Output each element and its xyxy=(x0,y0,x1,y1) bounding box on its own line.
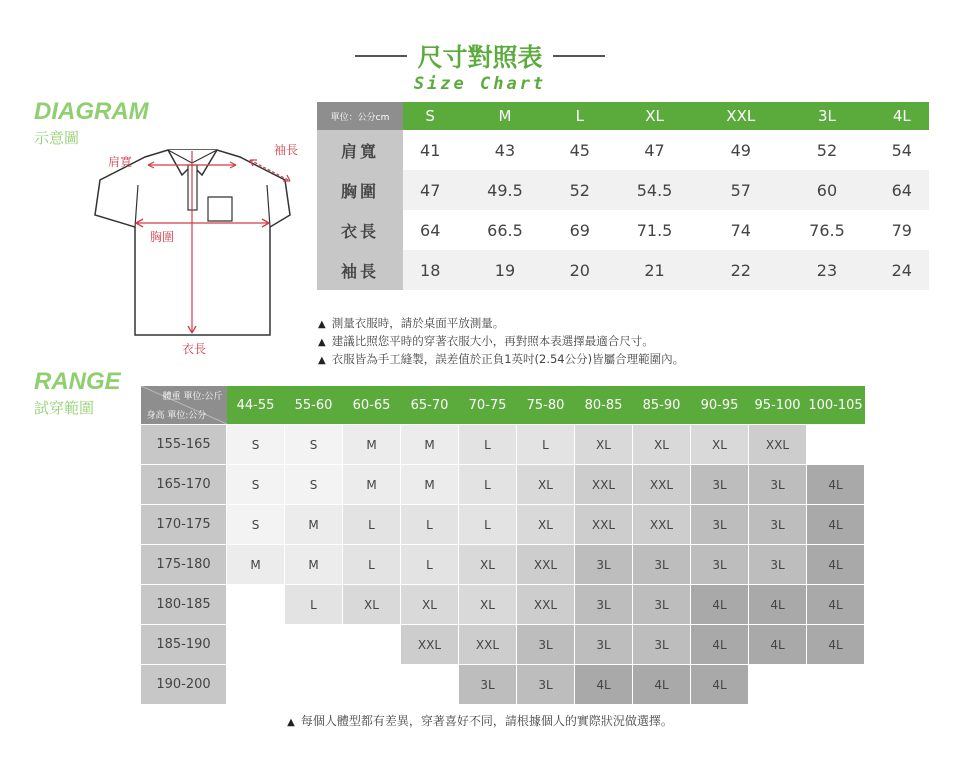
table-cell: XXL xyxy=(633,505,691,545)
table-cell: M xyxy=(343,425,401,465)
length-label: 衣長 xyxy=(182,342,207,356)
table-cell: 71.5 xyxy=(636,220,673,240)
triangle-up-icon: ▲ xyxy=(318,337,326,348)
table-cell: 69 xyxy=(569,220,590,240)
table-cell: 3L xyxy=(517,625,575,665)
table-cell xyxy=(343,625,401,665)
row-label: 肩寬 xyxy=(317,130,403,170)
table-cell: 24 xyxy=(875,250,929,290)
table-cell xyxy=(807,425,865,465)
table-cell: 43 xyxy=(494,140,516,160)
table-cell: 49.5 xyxy=(457,170,552,210)
table-cell: S xyxy=(227,465,285,505)
height-label: 155-165 xyxy=(141,425,227,465)
table-cell: 41 xyxy=(420,140,441,160)
table-cell: 49 xyxy=(730,140,751,160)
table-cell: 3L xyxy=(575,625,633,665)
corner-weight-label: 體重 單位:公斤 xyxy=(162,392,223,402)
height-label: 180-185 xyxy=(141,585,227,625)
table-row xyxy=(141,545,865,585)
triangle-up-icon: ▲ xyxy=(318,355,326,366)
table-cell: M xyxy=(227,545,285,585)
height-label: 190-200 xyxy=(141,665,227,705)
table-cell: 3L xyxy=(749,465,807,505)
triangle-up-icon: ▲ xyxy=(318,319,326,330)
table-cell: XL xyxy=(691,425,749,465)
table-cell: L xyxy=(459,425,517,465)
page-header xyxy=(0,38,960,94)
table-cell: 45 xyxy=(569,140,590,160)
size-chart-header-row xyxy=(317,102,929,130)
size-row-length xyxy=(317,210,929,250)
title-rule-left xyxy=(355,55,407,57)
note-text: 測量衣服時，請於桌面平放測量。 xyxy=(331,316,505,330)
height-label: 175-180 xyxy=(141,545,227,585)
table-cell: 3L xyxy=(459,665,517,705)
table-cell: 4L xyxy=(691,625,749,665)
height-label: 170-175 xyxy=(141,505,227,545)
table-cell: 79 xyxy=(891,220,912,240)
row-label: 袖長 xyxy=(317,250,403,290)
note-item xyxy=(318,351,684,369)
table-cell xyxy=(227,665,285,705)
table-cell: XXL xyxy=(575,465,633,505)
note-text: 建議比照您平時的穿著衣服大小，再對照本表選擇最適合尺寸。 xyxy=(331,334,654,348)
table-cell: 3L xyxy=(633,545,691,585)
table-cell: 3L xyxy=(691,545,749,585)
table-row xyxy=(141,425,865,465)
size-row-shoulder xyxy=(317,130,929,170)
table-cell: 4L xyxy=(749,625,807,665)
table-cell: 20 xyxy=(553,250,607,290)
table-cell: L xyxy=(343,545,401,585)
table-cell: 3L xyxy=(691,505,749,545)
table-cell: XXL xyxy=(517,585,575,625)
table-cell: 3L xyxy=(633,625,691,665)
chest-label: 胸圍 xyxy=(150,230,175,244)
table-cell: XXL xyxy=(633,465,691,505)
size-col-4l: 4L xyxy=(875,102,929,130)
weight-col: 80-85 xyxy=(575,386,633,425)
note-text: 衣服皆為手工縫製，誤差值於正負1英吋(2.54公分)皆屬合理範圍內。 xyxy=(331,352,685,366)
diagram-subheading: 示意圖 xyxy=(34,129,80,147)
table-cell xyxy=(343,665,401,705)
table-cell: L xyxy=(459,465,517,505)
weight-col: 60-65 xyxy=(343,386,401,425)
range-heading: RANGE xyxy=(34,368,121,395)
table-cell: XL xyxy=(633,425,691,465)
weight-col: 55-60 xyxy=(285,386,343,425)
size-col-m: M xyxy=(457,102,552,130)
table-cell: L xyxy=(401,505,459,545)
table-cell: XL xyxy=(459,545,517,585)
table-cell: 74 xyxy=(730,220,751,240)
table-cell: 4L xyxy=(691,585,749,625)
shoulder-label: 肩寬 xyxy=(108,155,133,169)
row-label: 胸圍 xyxy=(317,170,403,210)
table-cell: L xyxy=(285,585,343,625)
title-rule-right xyxy=(553,55,605,57)
table-cell: 4L xyxy=(633,665,691,705)
table-cell: 4L xyxy=(575,665,633,705)
table-cell: 3L xyxy=(517,665,575,705)
table-cell: M xyxy=(285,545,343,585)
table-cell: XXL xyxy=(401,625,459,665)
table-cell: 23 xyxy=(779,250,874,290)
table-cell xyxy=(749,665,807,705)
table-cell: 54.5 xyxy=(607,170,702,210)
table-cell: XXL xyxy=(517,545,575,585)
range-subheading: 試穿範圍 xyxy=(34,399,95,417)
size-col-xl: XL xyxy=(607,102,702,130)
measurement-notes xyxy=(318,315,684,369)
note-item xyxy=(318,315,684,333)
table-row xyxy=(141,465,865,505)
size-col-3l: 3L xyxy=(779,102,874,130)
table-cell: L xyxy=(517,425,575,465)
table-cell: 3L xyxy=(749,505,807,545)
table-cell: 3L xyxy=(633,585,691,625)
table-cell: XXL xyxy=(749,425,807,465)
table-cell xyxy=(285,665,343,705)
weight-col: 65-70 xyxy=(401,386,459,425)
table-cell xyxy=(285,625,343,665)
table-cell: 3L xyxy=(691,465,749,505)
table-cell: L xyxy=(343,505,401,545)
weight-col: 95-100 xyxy=(749,386,807,425)
table-cell: 19 xyxy=(457,250,552,290)
diagram-heading: DIAGRAM xyxy=(34,98,149,125)
row-label: 衣長 xyxy=(317,210,403,250)
table-cell: 4L xyxy=(807,545,865,585)
table-cell: 4L xyxy=(807,625,865,665)
table-cell: 47 xyxy=(644,140,665,160)
table-cell: XL xyxy=(343,585,401,625)
weight-col: 100-105 xyxy=(807,386,865,425)
unit-label: 單位：公分cm xyxy=(317,102,403,130)
page-title xyxy=(355,38,604,74)
table-cell: 4L xyxy=(807,585,865,625)
table-cell: 52 xyxy=(553,170,607,210)
garment-diagram xyxy=(90,135,310,365)
footnote-text: 每個人體型都有差異，穿著喜好不同，請根據個人的實際狀況做選擇。 xyxy=(300,714,673,728)
table-cell: L xyxy=(459,505,517,545)
table-cell: 64 xyxy=(875,170,929,210)
table-cell: 64 xyxy=(420,220,441,240)
table-cell: XL xyxy=(459,585,517,625)
table-cell: S xyxy=(227,505,285,545)
weight-col: 90-95 xyxy=(691,386,749,425)
table-cell: M xyxy=(401,465,459,505)
table-cell: 4L xyxy=(807,465,865,505)
table-cell: 66.5 xyxy=(487,220,523,240)
size-chart-table xyxy=(317,102,929,290)
triangle-up-icon: ▲ xyxy=(287,717,295,728)
weight-col: 70-75 xyxy=(459,386,517,425)
note-item xyxy=(318,333,684,351)
table-cell: XXL xyxy=(459,625,517,665)
sleeve-label: 袖長 xyxy=(274,143,299,157)
table-cell: 54 xyxy=(891,140,912,160)
height-label: 165-170 xyxy=(141,465,227,505)
table-cell: L xyxy=(401,545,459,585)
table-cell xyxy=(227,625,285,665)
table-cell: M xyxy=(285,505,343,545)
table-cell xyxy=(227,585,285,625)
table-cell: 3L xyxy=(749,545,807,585)
table-cell: M xyxy=(401,425,459,465)
table-cell: 3L xyxy=(575,545,633,585)
table-cell: 22 xyxy=(702,250,779,290)
table-cell: 21 xyxy=(607,250,702,290)
table-cell: 57 xyxy=(702,170,779,210)
size-col-s: S xyxy=(403,102,457,130)
weight-col: 85-90 xyxy=(633,386,691,425)
table-cell: 52 xyxy=(816,140,838,160)
table-cell: S xyxy=(285,425,343,465)
table-cell: XL xyxy=(517,465,575,505)
table-cell: 4L xyxy=(807,505,865,545)
table-cell: XL xyxy=(401,585,459,625)
fit-range-table xyxy=(140,386,865,705)
weight-col: 75-80 xyxy=(517,386,575,425)
table-cell: XXL xyxy=(575,505,633,545)
table-cell: XL xyxy=(517,505,575,545)
table-cell: 18 xyxy=(403,250,457,290)
table-cell: 47 xyxy=(403,170,457,210)
weight-col: 44-55 xyxy=(227,386,285,425)
table-cell: 60 xyxy=(779,170,874,210)
table-cell: XL xyxy=(575,425,633,465)
page-subtitle: Size Chart xyxy=(413,74,547,94)
page-title-text: 尺寸對照表 xyxy=(417,43,543,72)
table-cell xyxy=(807,665,865,705)
table-cell: 76.5 xyxy=(809,220,845,240)
table-row xyxy=(141,585,865,625)
corner-cell xyxy=(141,386,227,425)
table-cell: S xyxy=(285,465,343,505)
size-col-xxl: XXL xyxy=(702,102,779,130)
corner-height-label: 身高 單位:公分 xyxy=(146,411,207,421)
size-row-sleeve xyxy=(317,250,929,290)
table-cell: 4L xyxy=(691,665,749,705)
table-row xyxy=(141,505,865,545)
table-row xyxy=(141,665,865,705)
table-row xyxy=(141,625,865,665)
height-label: 185-190 xyxy=(141,625,227,665)
size-row-chest xyxy=(317,170,929,210)
table-cell: S xyxy=(227,425,285,465)
fit-range-header-row xyxy=(141,386,865,425)
table-cell: 3L xyxy=(575,585,633,625)
table-cell: M xyxy=(343,465,401,505)
table-cell: 4L xyxy=(749,585,807,625)
footnote xyxy=(0,712,960,729)
size-col-l: L xyxy=(553,102,607,130)
table-cell xyxy=(401,665,459,705)
